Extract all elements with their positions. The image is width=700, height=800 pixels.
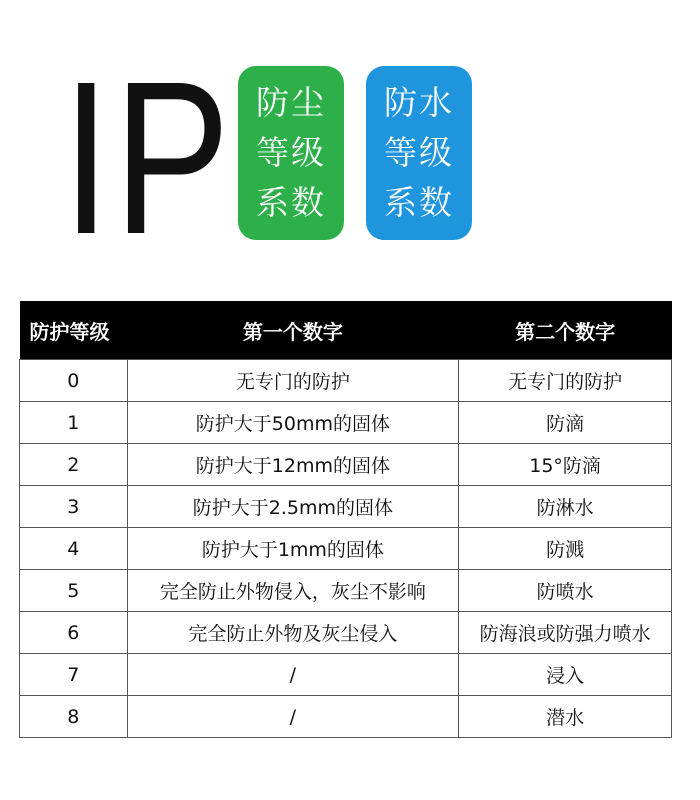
water-badge-line: 防水 [384, 83, 454, 122]
level-cell: 8 [20, 696, 128, 738]
level-cell: 1 [20, 402, 128, 444]
header-second-digit: 第二个数字 [459, 301, 672, 360]
level-cell: 4 [20, 528, 128, 570]
dust-rating-badge [238, 66, 344, 240]
water-protection-cell: 浸入 [459, 654, 672, 696]
ip-rating-table [19, 301, 672, 738]
dust-badge-line: 系数 [256, 183, 326, 222]
table-row [20, 444, 672, 486]
dust-protection-cell: / [127, 696, 459, 738]
dust-protection-cell: / [127, 654, 459, 696]
dust-protection-cell: 无专门的防护 [127, 360, 459, 402]
water-rating-badge [366, 66, 472, 240]
table-row [20, 486, 672, 528]
table-row [20, 402, 672, 444]
dust-protection-cell: 完全防止外物及灰尘侵入 [127, 612, 459, 654]
water-protection-cell: 潜水 [459, 696, 672, 738]
dust-protection-cell: 完全防止外物侵入，灰尘不影响 [127, 570, 459, 612]
water-badge-line: 等级 [384, 133, 454, 172]
water-protection-cell: 防滴 [459, 402, 672, 444]
dust-protection-cell: 防护大于50mm的固体 [127, 402, 459, 444]
dust-protection-cell: 防护大于2.5mm的固体 [127, 486, 459, 528]
water-protection-cell: 防淋水 [459, 486, 672, 528]
table-header-row [20, 301, 672, 360]
table-row [20, 360, 672, 402]
water-protection-cell: 15°防滴 [459, 444, 672, 486]
level-cell: 2 [20, 444, 128, 486]
water-protection-cell: 防喷水 [459, 570, 672, 612]
dust-badge-line: 等级 [256, 133, 326, 172]
table-row [20, 696, 672, 738]
water-protection-cell: 防海浪或防强力喷水 [459, 612, 672, 654]
level-cell: 6 [20, 612, 128, 654]
page-header [0, 0, 700, 300]
water-protection-cell: 防溅 [459, 528, 672, 570]
table-row [20, 570, 672, 612]
dust-protection-cell: 防护大于1mm的固体 [127, 528, 459, 570]
table-row [20, 654, 672, 696]
level-cell: 3 [20, 486, 128, 528]
water-badge-line: 系数 [384, 183, 454, 222]
level-cell: 0 [20, 360, 128, 402]
table-row [20, 528, 672, 570]
header-first-digit: 第一个数字 [127, 301, 459, 360]
water-protection-cell: 无专门的防护 [459, 360, 672, 402]
dust-badge-line: 防尘 [256, 83, 326, 122]
header-protection-level: 防护等级 [20, 301, 128, 360]
table-row [20, 612, 672, 654]
level-cell: 7 [20, 654, 128, 696]
ip-logo-text: IP [62, 37, 234, 280]
dust-protection-cell: 防护大于12mm的固体 [127, 444, 459, 486]
level-cell: 5 [20, 570, 128, 612]
